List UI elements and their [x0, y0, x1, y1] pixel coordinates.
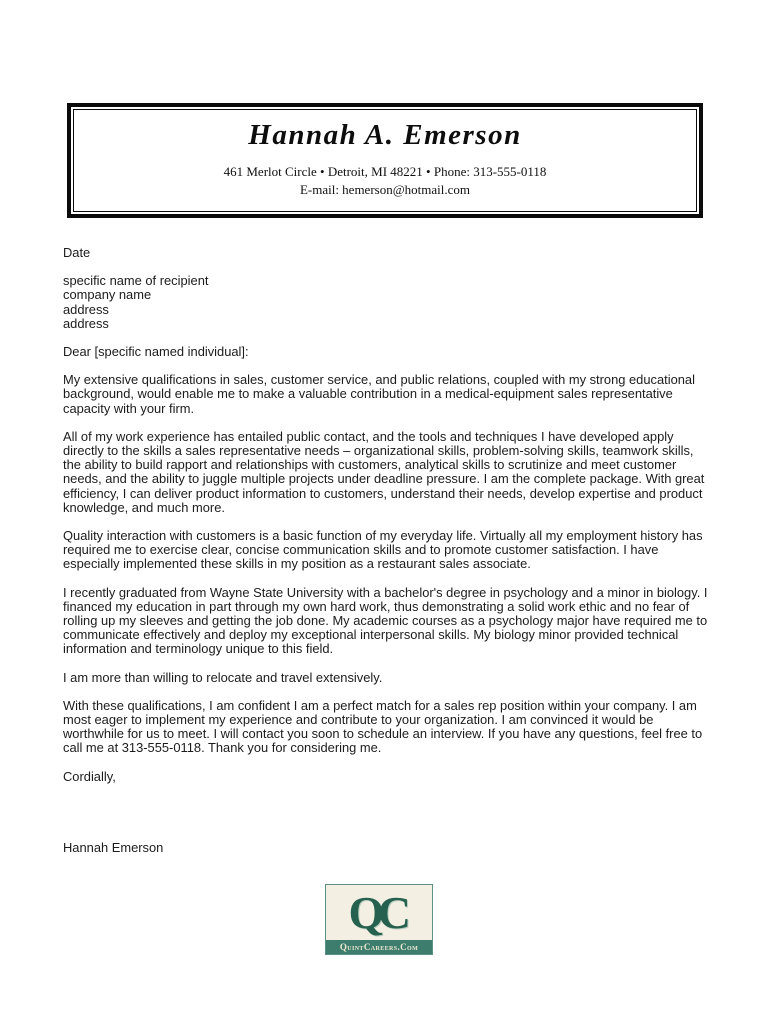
quintcareers-logo-caption: QuintCareers.Com [326, 940, 432, 954]
letter-body [63, 246, 709, 869]
quintcareers-logo-initials: QC [348, 886, 405, 938]
quintcareers-logo [325, 884, 433, 955]
paragraph-qualifications: My extensive qualifications in sales, customer service, and public relations, coupled with my strong educational background, would enable me to make a valuable contribution in a medical-equipment sales representative capacity with your firm. [63, 372, 695, 416]
recipient-name-line: specific name of recipient [63, 273, 209, 289]
salutation: Dear [specific named individual]: [63, 344, 249, 360]
letterhead-email: E-mail: hemerson@hotmail.com [299, 182, 471, 197]
date-placeholder: Date [63, 245, 91, 260]
letterhead-box [67, 103, 703, 218]
letterhead-address: 461 Merlot Circle • Detroit, MI 48221 • Phone: 313-555-0118 [223, 164, 547, 179]
signature-name: Hannah Emerson [63, 839, 164, 855]
paragraph-education: I recently graduated from Wayne State University with a bachelor's degree in psychology and a minor in biology. I financed my education in part through my own hard work, thus demonstrating a solid work ethic and no fear of rolling up my sleeves and getting the job done. My academic courses as a psychology major have required me to communicate effectively and deploy my exceptional interpersonal skills. My biology minor provided technical information and terminology unique to this field. [63, 584, 708, 657]
closing: Cordially, [63, 768, 116, 784]
paragraph-work-experience: All of my work experience has entailed public contact, and the tools and techniques I have developed apply directly to the skills a sales representative needs – organizational skills, problem-solving skills, teamwork skills, the ability to build rapport and relationships with customers, analytical skills to scrutinize and meet customer needs, and the ability to juggle multiple projects under deadline pressure. I am the complete package. With great efficiency, I can deliver product information to customers, understand their needs, develop expertise and product knowledge, and much more. [63, 428, 705, 515]
recipient-block [63, 274, 709, 331]
paragraph-call-to-action: With these qualifications, I am confident I am a perfect match for a sales rep position within your company. I am most eager to implement my experience and contribute to your organization. I am convinced it would be worthwhile for us to meet. I will contact you soon to schedule an interview. If you have any questions, feel free to call me at 313-555-0118. Thank you for considering me. [63, 697, 703, 756]
recipient-company-line: company name [63, 287, 152, 303]
letterhead-inner-border [73, 109, 697, 212]
letterhead-name: Hannah A. Emerson [248, 119, 522, 151]
recipient-address-line-2: address [63, 315, 109, 331]
paragraph-customer-interaction: Quality interaction with customers is a basic function of my everyday life. Virtually all my employment history has required me to exercise clear, concise communication skills and to promote customer satisfaction. I have especially implemented these skills in my position as a restaurant sales associate. [63, 528, 703, 572]
recipient-address-line-1: address [63, 301, 109, 317]
paragraph-relocation: I am more than willing to relocate and travel extensively. [63, 669, 383, 685]
